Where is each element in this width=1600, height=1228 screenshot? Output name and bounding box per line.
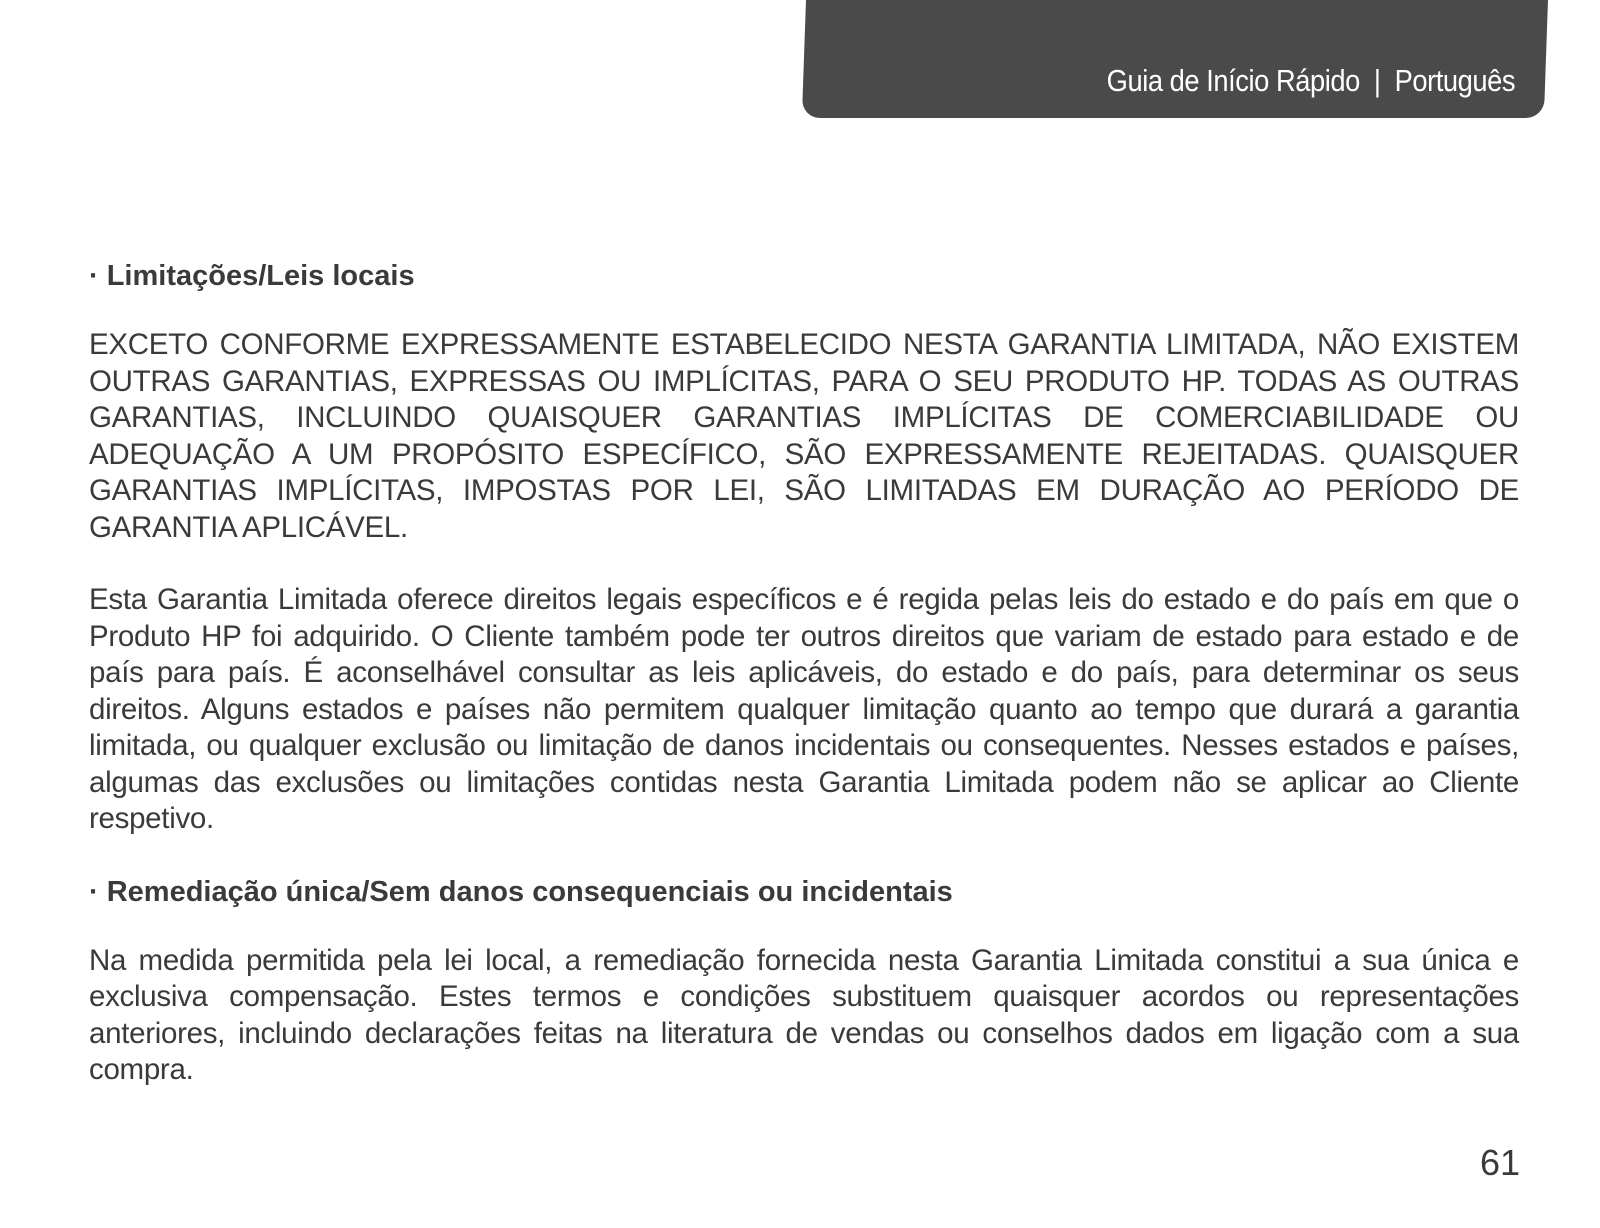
section-heading-sole-remedy: · Remediação única/Sem danos consequenciais ou incidentais — [89, 875, 953, 908]
warranty-disclaimer-paragraph: EXCETO CONFORME EXPRESSAMENTE ESTABELECIDO NESTA GARANTIA LIMITADA, NÃO EXISTEM OUTRAS GARANTIAS, EXPRESSAS OU IMPLÍCITAS, PARA O SEU PRODUTO HP. TODAS AS OUTRAS GARANTIAS, INCLUINDO QUAISQUER GARANTIAS IMPLÍCITAS DE COMERCIABILIDADE OU ADEQUAÇÃO A UM PROPÓSITO ESPECÍFICO, SÃO EXPRESSAMENTE REJEITADAS. QUAISQUER GARANTIAS IMPLÍCITAS, IMPOSTAS POR LEI, SÃO LIMITADAS EM DURAÇÃO AO PERÍODO DE GARANTIA APLICÁVEL. — [89, 328, 1519, 544]
guide-title: Guia de Início Rápido — [1106, 63, 1360, 98]
section-heading-local-laws: · Limitações/Leis locais — [89, 260, 415, 292]
header-label — [1107, 60, 1515, 102]
legal-rights-paragraph: Esta Garantia Limitada oferece direitos legais específicos e é regida pelas leis do estado e do país em que o Produto HP foi adquirido. O Cliente também pode ter outros direitos que variam de estado para estado e de país para país. É aconselhável consultar as leis aplicáveis, do estado e do país, para determinar os seus direitos. Alguns estados e países não permitem qualquer limitação quanto ao tempo que durará a garantia limitada, ou qualquer exclusão ou limitação de danos incidentais ou consequentes. Nesses estados e países, algumas das exclusões ou limitações contidas nesta Garantia Limitada podem não se aplicar ao Cliente respetivo. — [89, 583, 1519, 835]
language-label: Português — [1394, 63, 1515, 98]
sole-remedy-paragraph: Na medida permitida pela lei local, a remediação fornecida nesta Garantia Limitada constitui a sua única e exclusiva compensação. Estes termos e condições substituem quaisquer acordos ou representações anteriores, incluindo declarações feitas na literatura de vendas ou conselhos dados em ligação com a sua compra. — [89, 943, 1519, 1086]
document-body — [89, 258, 1519, 1089]
page-number: 61 — [1479, 1142, 1520, 1183]
header-separator: | — [1373, 63, 1381, 98]
